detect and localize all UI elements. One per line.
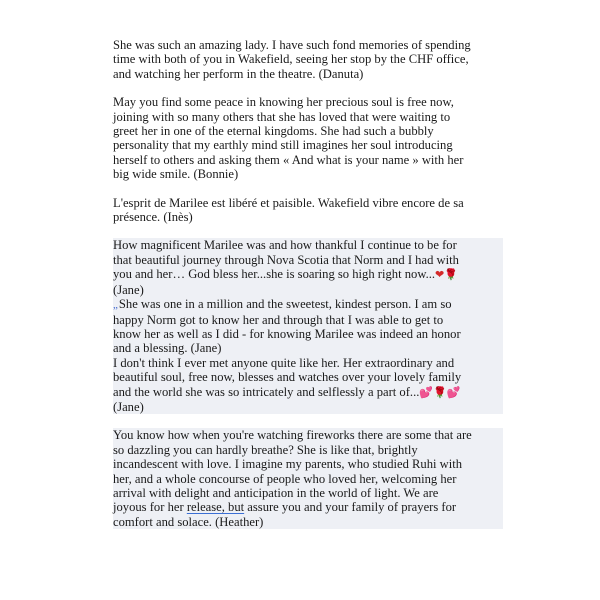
tribute-bonnie <box>113 95 503 181</box>
text-line: L'esprit de Marilee est libéré et paisible. Wakefield vibre encore de sa <box>113 195 464 210</box>
text-line: herself to others and asking them « And what is your name » with her <box>113 152 464 167</box>
text-span: and the world she was so intricately and selflessly a part of... <box>113 384 420 399</box>
text-line: so dazzling you can hardly breathe? She is like that, brightly <box>113 443 503 457</box>
text-line: incandescent with love. I imagine my parents, who studied Ruhi with <box>113 457 503 471</box>
text-line: know her as well as I did - for knowing Marilee was indeed an honor <box>113 327 503 341</box>
text-span: She was one in a million and the sweetest, kindest person. I am so <box>118 297 452 312</box>
text-line: her, and a whole concourse of people who loved her, welcoming her <box>113 472 503 486</box>
text-line: that beautiful journey through Nova Scotia that Norm and I had with <box>113 253 503 267</box>
text-line: personality that my earthly mind still imagines her soul introducing <box>113 138 453 153</box>
text-line: You know how when you're watching fireworks there are some that are <box>113 428 503 442</box>
text-line: I don't think I ever met anyone quite like her. Her extraordinary and <box>113 356 503 370</box>
grammar-flagged-text[interactable]: release, but <box>186 500 245 515</box>
text-line: comfort and solace. (Heather) <box>113 515 503 529</box>
text-line: (Jane) <box>113 400 503 414</box>
text-line: joining with so many others that she has loved that were waiting to <box>113 109 451 124</box>
text-line: and a blessing. (Jane) <box>113 341 503 355</box>
text-line: happy Norm got to know her and through that I was able to get to <box>113 313 503 327</box>
tribute-jane-1 <box>113 238 503 297</box>
paragraph-marker-icon: „ <box>113 299 118 312</box>
text-line: (Jane) <box>113 283 503 297</box>
hearts-rose-emoji-icon: 💕🌹💕 <box>419 386 461 399</box>
text-line: présence. (Inès) <box>113 210 193 225</box>
text-line: arrival with delight and anticipation in the world of light. We are <box>113 486 503 500</box>
text-line: big wide smile. (Bonnie) <box>113 167 239 182</box>
text-line: beautiful soul, free now, blesses and watches over your lovely family <box>113 370 503 384</box>
text-line <box>113 500 503 514</box>
text-line <box>113 297 503 312</box>
text-span: you and her… God bless her...she is soaring so high right now... <box>113 267 436 282</box>
document-page <box>113 38 503 543</box>
tribute-danuta <box>113 38 503 81</box>
text-line <box>113 385 503 400</box>
tribute-jane-2 <box>113 297 503 356</box>
tribute-jane-3 <box>113 356 503 415</box>
text-line: How magnificent Marilee was and how thankful I continue to be for <box>113 238 503 252</box>
text-line: greet her in one of the eternal kingdoms. She had such a bubbly <box>113 124 434 139</box>
text-line <box>113 267 503 282</box>
text-span: joyous for her <box>113 500 187 515</box>
text-line: She was such an amazing lady. I have such fond memories of spending <box>113 38 471 52</box>
heart-rose-emoji-icon: ❤🌹 <box>435 269 458 282</box>
tribute-heather <box>113 428 503 529</box>
text-line: and watching her perform in the theatre. (Danuta) <box>113 66 364 81</box>
text-line: May you find some peace in knowing her precious soul is free now, <box>113 95 454 110</box>
tribute-ines <box>113 196 503 225</box>
text-span: assure you and your family of prayers for <box>244 500 457 515</box>
text-line: time with both of you in Wakefield, seeing her stop by the CHF office, <box>113 52 469 67</box>
